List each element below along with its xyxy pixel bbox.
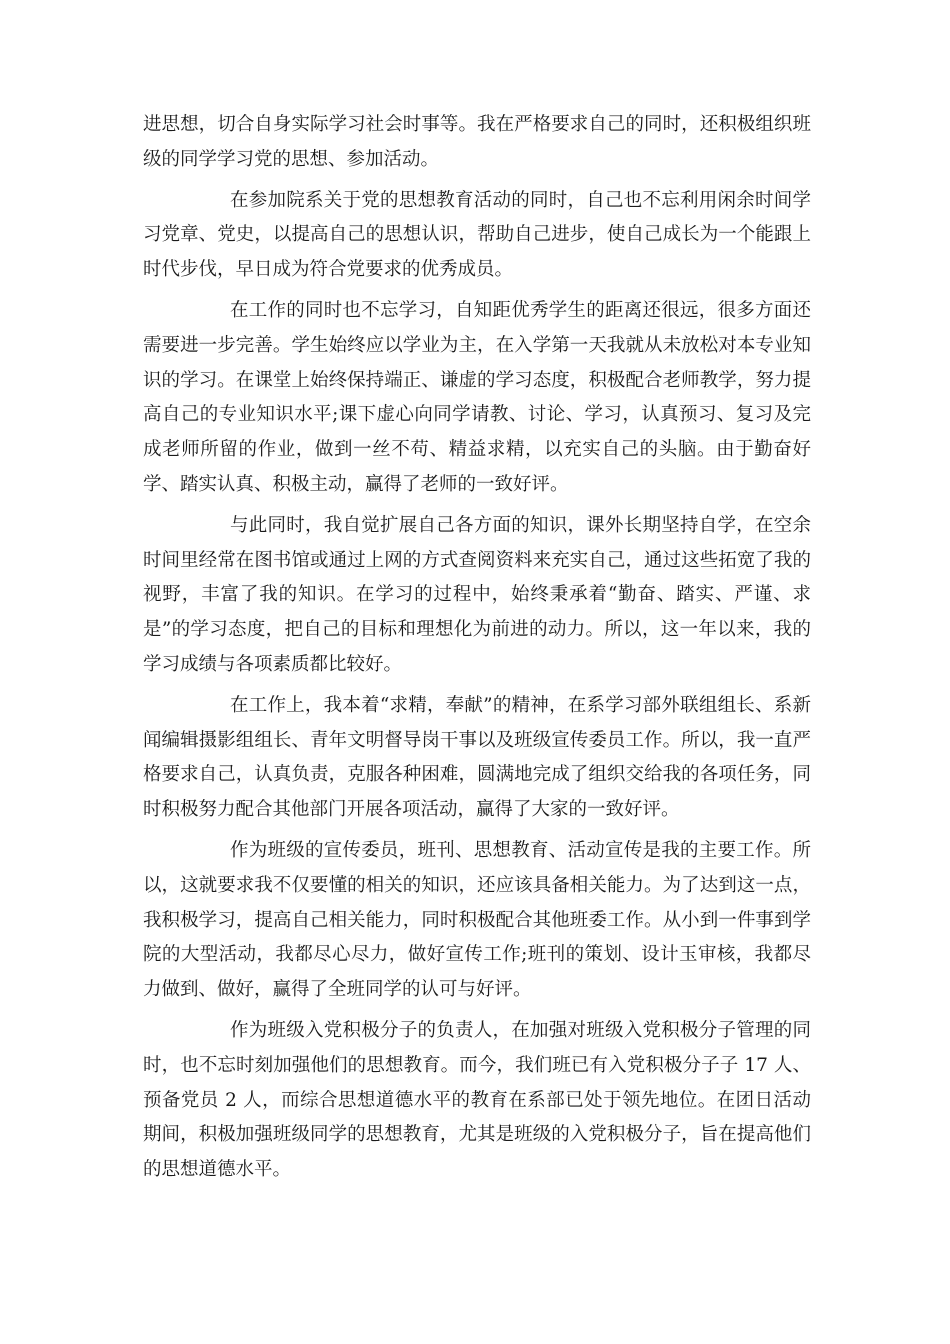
paragraph: 作为班级入党积极分子的负责人，在加强对班级入党积极分子管理的同时，也不忘时刻加强他们的思想教育。而今，我们班已有入党积极分子子 17 人、预备党员 2 人，而综合思想道德水平的教育在系部已处于领先地位。在团日活动期间，积极加强班级同学的思想教育，尤其是班级的入党积极分子，旨在提高他们的思想道德水平。 bbox=[143, 1019, 811, 1181]
paragraph: 进思想，切合自身实际学习社会时事等。我在严格要求自己的同时，还积极组织班级的同学学习党的思想、参加活动。 bbox=[143, 114, 811, 170]
paragraph: 在工作的同时也不忘学习，自知距优秀学生的距离还很远，很多方面还需要进一步完善。学生始终应以学业为主，在入学第一天我就从未放松对本专业知识的学习。在课堂上始终保持端正、谦虚的学习态度，积极配合老师教学，努力提高自己的专业知识水平;课下虚心向同学请教、讨论、学习，认真预习、复习及完成老师所留的作业，做到一丝不苟、精益求精，以充实自己的头脑。由于勤奋好学、踏实认真、积极主动，赢得了老师的一致好评。 bbox=[143, 299, 811, 495]
paragraph: 在参加院系关于党的思想教育活动的同时，自己也不忘利用闲余时间学习党章、党史，以提高自己的思想认识，帮助自己进步，使自己成长为一个能跟上时代步伐，早日成为符合党要求的优秀成员。 bbox=[143, 189, 811, 281]
document-body bbox=[143, 108, 811, 1194]
paragraph: 在工作上，我本着“求精，奉献”的精神，在系学习部外联组组长、系新闻编辑摄影组组长、青年文明督导岗干事以及班级宣传委员工作。所以，我一直严格要求自己，认真负责，克服各种困难，圆满地完成了组织交给我的各项任务，同时积极努力配合其他部门开展各项活动，赢得了大家的一致好评。 bbox=[143, 694, 811, 821]
paragraph: 作为班级的宣传委员，班刊、思想教育、活动宣传是我的主要工作。所以，这就要求我不仅要懂的相关的知识，还应该具备相关能力。为了达到这一点，我积极学习，提高自己相关能力，同时积极配合其他班委工作。从小到一件事到学院的大型活动，我都尽心尽力，做好宣传工作;班刊的策划、设计玉审核，我都尽力做到、做好，赢得了全班同学的认可与好评。 bbox=[143, 839, 811, 1001]
paragraph: 与此同时，我自觉扩展自己各方面的知识，课外长期坚持自学，在空余时间里经常在图书馆或通过上网的方式查阅资料来充实自己，通过这些拓宽了我的视野，丰富了我的知识。在学习的过程中，始终秉承着“勤奋、踏实、严谨、求是”的学习态度，把自己的目标和理想化为前进的动力。所以，这一年以来，我的学习成绩与各项素质都比较好。 bbox=[143, 514, 811, 675]
